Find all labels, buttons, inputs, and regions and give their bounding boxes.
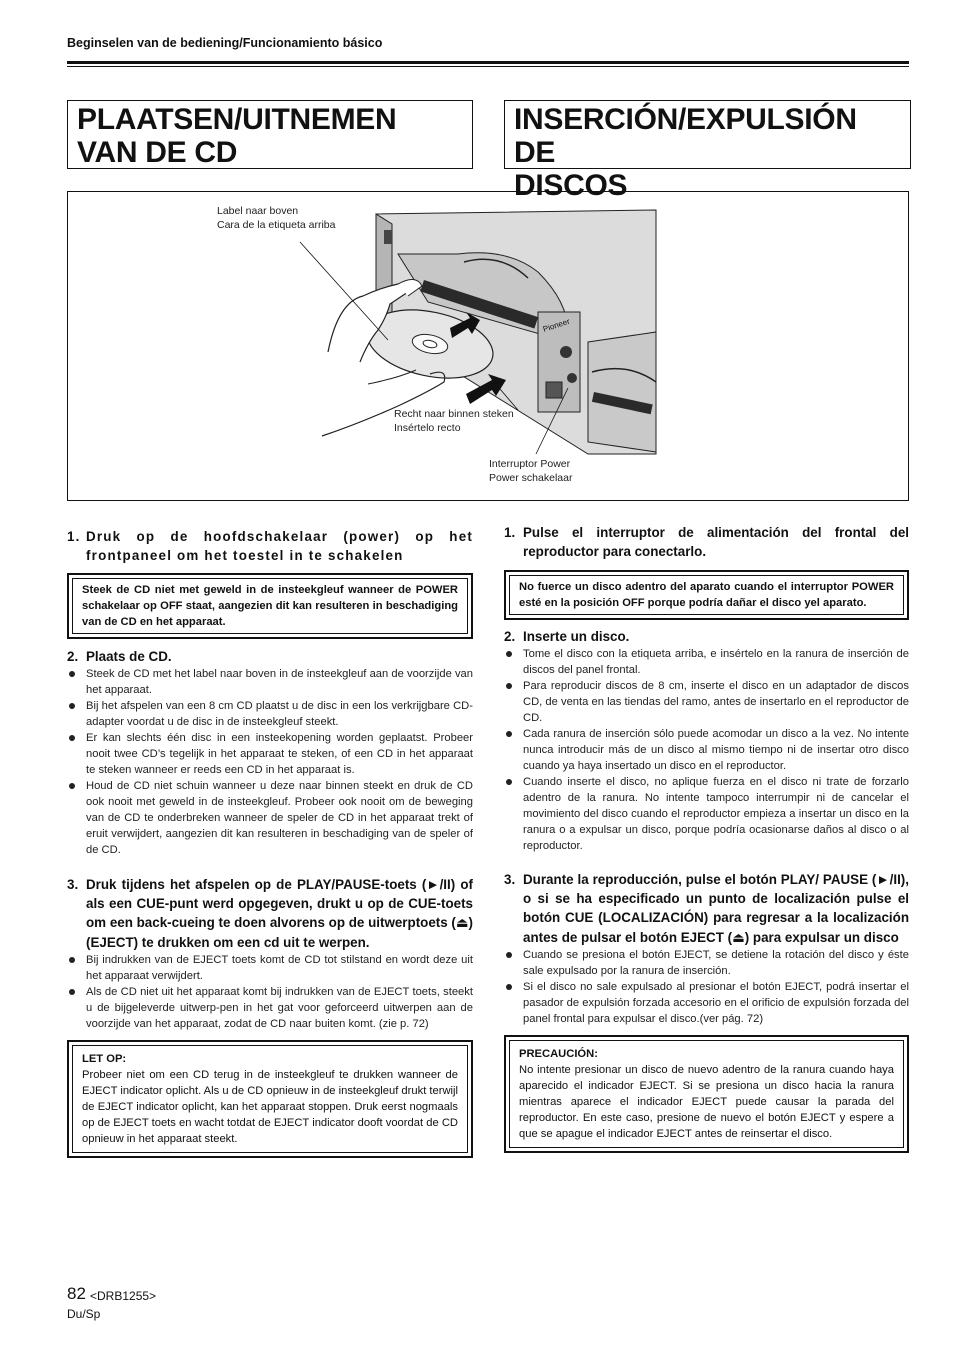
list-item: Cuando se presiona el botón EJECT, se detiene la rotación del disco y éste sale expulsado por la ranura de inserción. <box>504 947 909 979</box>
power-es: Interruptor Power <box>489 458 571 470</box>
caution-heading: PRECAUCIÓN: <box>519 1048 598 1061</box>
step-number: 2. <box>67 648 79 664</box>
nl-step3-list <box>67 952 473 1032</box>
nl-caution-box <box>67 1040 473 1158</box>
column-nl <box>67 527 473 1158</box>
title-nl-line2: VAN DE CD <box>77 136 238 169</box>
es-step2 <box>504 627 909 646</box>
step-text: Pulse el interruptor de alimentación del frontal del reproductor para conectarlo. <box>523 525 909 560</box>
cd-insertion-illustration <box>68 192 910 502</box>
step-text: Durante la reproducción, pulse el botón PLAY/ PAUSE (►/II), o si se ha especificado un punto de localización pulse el botón CUE (LOCALIZACIÓN) para regresar a la localización antes de pulsar el botón EJECT (⏏) para expulsar un disco <box>523 871 909 945</box>
list-item: Para reproducir discos de 8 cm, inserte el disco en un adaptador de discos CD, de venta en las tiendas del ramo, antes de insertarlo en el reproductor de CD. <box>504 678 909 726</box>
header-rule-thin <box>67 66 909 67</box>
step-text: Druk tijdens het afspelen op de PLAY/PAUSE-toets (►/II) of als een CUE-punt werd opgegeven, drukt u op de CUE-toets om een back-cueing te doen alvorens op de uitwerptoets (⏏) (EJECT) te drukken om een cd uit te werpen. <box>86 876 473 950</box>
list-item: Bij het afspelen van een 8 cm CD plaatst u de disc in een los verkrijgbare CD-adapter voordat u de disc in de insteekgleuf steekt. <box>67 698 473 730</box>
doc-code: <DRB1255> <box>90 1289 157 1303</box>
list-item: Er kan slechts één disc in een insteekopening worden geplaatst. Probeer nooit twee CD’s tegelijk in het apparaat te steken, of een CD in het apparaat te steken wanneer er reeds een CD in het apparaat is. <box>67 730 473 778</box>
list-item: Als de CD niet uit het apparaat komt bij indrukken van de EJECT toets, steekt u de bijgeleverde uitwerp-pen in het gat voor geforceerd uitwerpen aan de voorzijde van het apparaat, zodat de CD naar buiten komt. (zie p. 72) <box>67 984 473 1032</box>
straight-nl: Recht naar binnen steken <box>394 408 514 420</box>
label-up-caption <box>217 204 336 232</box>
warning-text: No fuerce un disco adentro del aparato cuando el interruptor POWER esté en la posición OFF porque podría dañar el disco yel aparato. <box>509 575 904 615</box>
es-step1 <box>504 523 909 562</box>
label-up-es: Cara de la etiqueta arriba <box>217 219 336 231</box>
warning-text: Steek de CD niet met geweld in de insteekgleuf wanneer de POWER schakelaar op OFF staat, aangezien dit kan resulteren in beschadiging van de CD en het apparaat. <box>72 578 468 634</box>
nl-step1 <box>67 527 473 566</box>
caution-heading: LET OP: <box>82 1053 127 1066</box>
step-text: Inserte un disco. <box>523 628 630 644</box>
list-item: Steek de CD met het label naar boven in de insteekgleuf aan de voorzijde van het apparaat. <box>67 666 473 698</box>
list-item: Cuando inserte el disco, no aplique fuerza en el disco ni trate de forzarlo adentro de la ranura. No intente tampoco interrumpir ni de cancelar el movimiento del disco cuando el reproductor empieza a insertar un disco en la ranura o a expulsar un disco, porque podría ocasionarse daños al disco o al reproductor. <box>504 774 909 854</box>
step-number: 1. <box>504 525 516 540</box>
step-text: Druk op de hoofdschakelaar (power) op het frontpaneel om het toestel in te schakelen <box>86 529 473 564</box>
column-es <box>504 523 909 1153</box>
caution-inner <box>509 1040 904 1148</box>
page-number: 82 <box>67 1284 86 1303</box>
nl-step2 <box>67 647 473 666</box>
step-number: 3. <box>504 871 516 887</box>
es-step3 <box>504 870 909 947</box>
nl-step2-list <box>67 666 473 858</box>
list-item: Si el disco no sale expulsado al presionar el botón EJECT, podrá insertar el pasador de expulsión forzada accesorio en el orificio de expulsión forzada del panel frontal para expulsar el disco.(ver pág. 72) <box>504 979 909 1027</box>
header-rule-thick <box>67 61 909 64</box>
step-number: 2. <box>504 628 516 644</box>
es-step3-list <box>504 947 909 1027</box>
list-item: Houd de CD niet schuin wanneer u deze naar binnen steekt en druk de CD ook nooit met geweld in de insteekgleuf. Probeer ook nooit om de beweging van de CD te onderbreken wanneer de speler de CD in het apparaat trekt of eruit verwijdert, aangezien dit kan resulteren in beschadiging van de speler of de CD. <box>67 778 473 858</box>
list-item: Bij indrukken van de EJECT toets komt de CD tot stilstand en wordt deze uit het apparaat verwijdert. <box>67 952 473 984</box>
step-number: 1. <box>67 529 81 544</box>
es-caution-box <box>504 1035 909 1153</box>
title-nl-line1: PLAATSEN/UITNEMEN <box>77 103 397 136</box>
step-text: Plaats de CD. <box>86 648 172 664</box>
es-warning-box <box>504 570 909 620</box>
title-es-line1: INSERCIÓN/EXPULSIÓN DE <box>514 103 857 169</box>
straight-caption <box>394 407 514 435</box>
caution-text: No intente presionar un disco de nuevo adentro de la ranura cuando haya aparecido el indicador EJECT. Si se presiona un disco hacia la ranura mientras aparece el indicador EJECT puede causar la parada del reproductor. En este caso, presione de nuevo el botón EJECT y espere a que se apague el indicador EJECT antes de reinsertar el disco. <box>519 1064 894 1141</box>
section-header: Beginselen van de bediening/Funcionamiento básico <box>67 36 383 50</box>
svg-text:Pioneer: Pioneer <box>541 316 571 334</box>
es-step2-list <box>504 646 909 854</box>
illustration-frame <box>67 191 909 501</box>
title-box-es <box>504 100 911 202</box>
title-es-line2: DISCOS <box>514 169 628 202</box>
language-code: Du/Sp <box>67 1307 101 1321</box>
power-caption <box>489 457 572 485</box>
caution-text: Probeer niet om een CD terug in de insteekgleuf te drukken wanneer de EJECT indicator oplicht. Als u de CD opnieuw in de insteekgleuf drukt terwijl de EJECT indicator oplicht, kan het apparaat stoppen. Druk eerst nogmaals op de EJECT toets en wacht totdat de EJECT indicator dooft voordat de CD opnieuw in het apparaat steekt. <box>82 1069 459 1146</box>
power-nl: Power schakelaar <box>489 472 573 484</box>
caution-inner <box>72 1045 468 1153</box>
nl-step3 <box>67 875 473 952</box>
step-number: 3. <box>67 876 79 892</box>
label-up-nl: Label naar boven <box>217 205 299 217</box>
title-box-nl <box>67 100 473 169</box>
straight-es: Insértelo recto <box>394 422 461 434</box>
list-item: Tome el disco con la etiqueta arriba, e insértelo en la ranura de inserción de discos del panel frontal. <box>504 646 909 678</box>
list-item: Cada ranura de inserción sólo puede acomodar un disco a la vez. No intente nunca introducir más de un disco al mismo tiempo ni de insertar otro disco cuando ya haya insertado un disco en el reproductor. <box>504 726 909 774</box>
nl-warning-box <box>67 573 473 639</box>
